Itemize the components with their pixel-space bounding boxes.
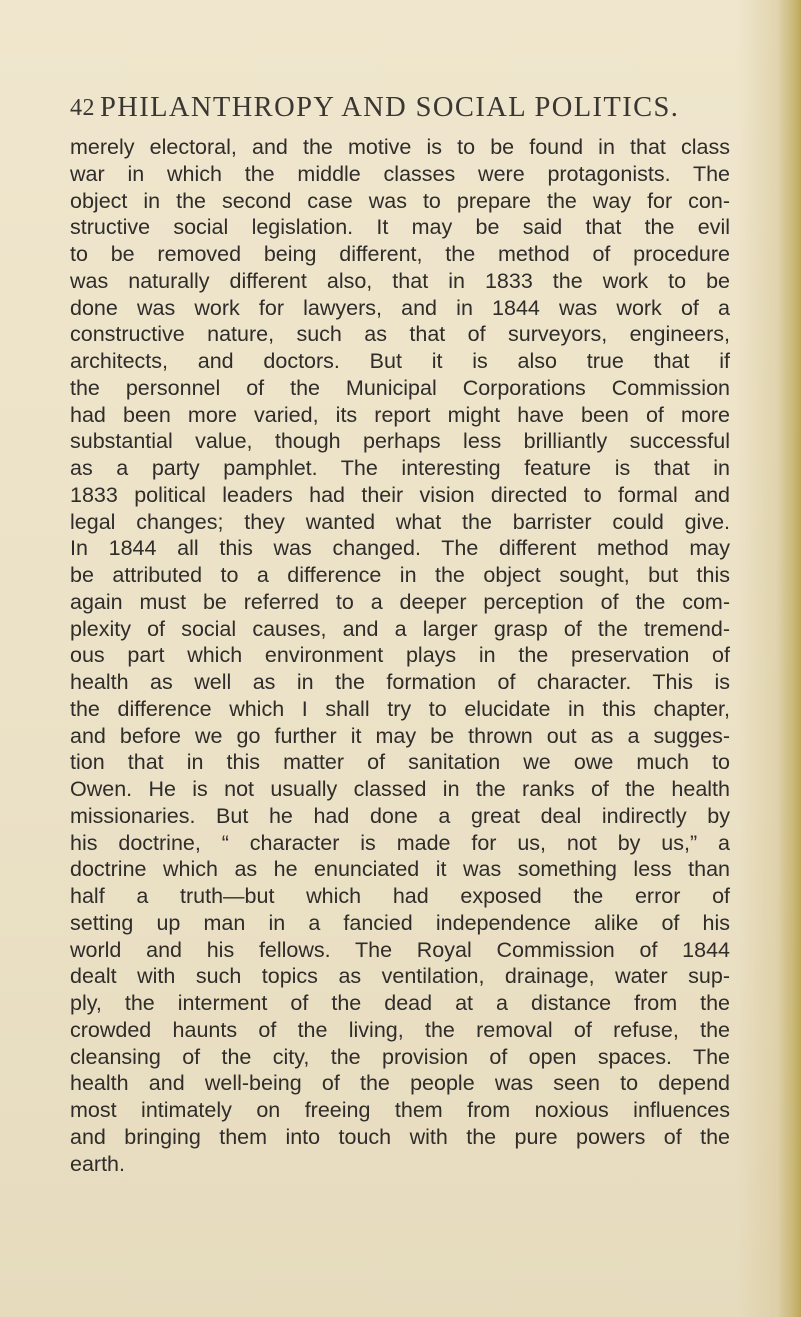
body-text — [70, 134, 730, 1177]
text-line: had been more varied, its report might have been of more — [70, 402, 730, 427]
text-line: the difference which I shall try to elucidate in this chapter, — [70, 696, 730, 721]
text-line: structive social legislation. It may be said that the evil — [70, 215, 730, 240]
text-line: tion that in this matter of sanitation we owe much to — [70, 750, 730, 775]
text-line: health and well-being of the people was seen to depend — [70, 1071, 730, 1096]
text-line: substantial value, though perhaps less brilliantly successful — [70, 429, 730, 454]
text-line: Owen. He is not usually classed in the ranks of the health — [70, 777, 730, 801]
text-line: health as well as in the formation of character. This is — [70, 670, 730, 694]
text-line: In 1844 all this was changed. The different method may — [70, 536, 730, 561]
text-line: ous part which environment plays in the preservation of — [70, 643, 730, 668]
text-line: 1833 political leaders had their vision directed to formal and — [70, 482, 730, 507]
running-title: PHILANTHROPY AND SOCIAL POLITICS. — [100, 92, 680, 123]
text-line: done was work for lawyers, and in 1844 was work of a — [70, 295, 730, 320]
text-line: setting up man in a fancied independence alike of his — [70, 910, 730, 935]
text-line: doctrine which as he enunciated it was something less than — [70, 857, 730, 882]
text-line: was naturally different also, that in 1833 the work to be — [70, 268, 730, 293]
text-line: merely electoral, and the motive is to be found in that class — [70, 135, 730, 159]
text-line: his doctrine, “ character is made for us, not by us,” a — [70, 830, 730, 855]
text-line: constructive nature, such as that of surveyors, engineers, — [70, 322, 730, 347]
text-line: half a truth—but which had exposed the error of — [70, 884, 730, 908]
text-line: legal changes; they wanted what the barrister could give. — [70, 509, 730, 534]
text-line: missionaries. But he had done a great deal indirectly by — [70, 803, 730, 828]
text-line: be attributed to a difference in the object sought, but this — [70, 563, 730, 587]
text-line: architects, and doctors. But it is also true that if — [70, 349, 730, 373]
text-line: to be removed being different, the method of procedure — [70, 242, 730, 266]
page-number: 42 — [70, 95, 95, 121]
text-line: and before we go further it may be thrown out as a sugges- — [70, 723, 730, 748]
text-line: and bringing them into touch with the pure powers of the — [70, 1124, 730, 1149]
text-line: war in which the middle classes were protagonists. The — [70, 161, 730, 186]
running-head — [70, 92, 730, 128]
page-edge-shadow — [779, 0, 801, 1317]
text-line: cleansing of the city, the provision of open spaces. The — [70, 1044, 730, 1069]
text-line: as a party pamphlet. The interesting feature is that in — [70, 456, 730, 480]
text-line: object in the second case was to prepare the way for con- — [70, 188, 730, 213]
text-line: plexity of social causes, and a larger grasp of the tremend- — [70, 616, 730, 641]
text-line: dealt with such topics as ventilation, drainage, water sup- — [70, 964, 730, 989]
text-line: the personnel of the Municipal Corporations Commission — [70, 375, 730, 400]
text-line: earth. — [70, 1151, 125, 1176]
text-line: world and his fellows. The Royal Commission of 1844 — [70, 937, 730, 962]
text-line: crowded haunts of the living, the removal of refuse, the — [70, 1017, 730, 1042]
text-line: again must be referred to a deeper perception of the com- — [70, 589, 730, 614]
text-line: most intimately on freeing them from noxious influences — [70, 1098, 730, 1122]
text-line: ply, the interment of the dead at a distance from the — [70, 991, 730, 1015]
